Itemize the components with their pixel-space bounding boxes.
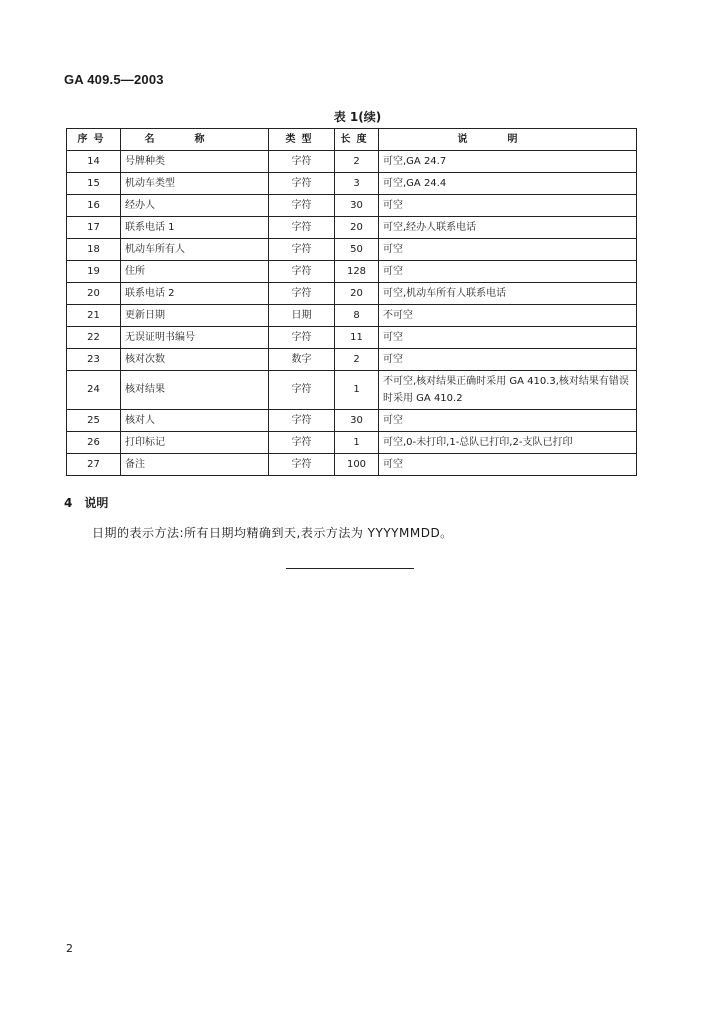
cell-length: 128 [335,261,379,283]
column-header-desc: 说明 [379,129,637,151]
cell-no: 16 [67,195,121,217]
cell-no: 20 [67,283,121,305]
cell-type: 字符 [269,327,335,349]
cell-desc: 不可空,核对结果正确时采用 GA 410.3,核对结果有错误时采用 GA 410.2 [379,371,637,410]
cell-length: 30 [335,195,379,217]
cell-desc: 可空 [379,454,637,476]
cell-name: 机动车所有人 [121,239,269,261]
cell-no: 17 [67,217,121,239]
cell-name: 备注 [121,454,269,476]
cell-type: 字符 [269,454,335,476]
cell-name: 住所 [121,261,269,283]
table-row [67,173,637,195]
cell-length: 20 [335,283,379,305]
cell-name: 核对结果 [121,371,269,410]
cell-no: 25 [67,410,121,432]
column-header-name: 名称 [121,129,269,151]
cell-name: 核对人 [121,410,269,432]
cell-type: 字符 [269,283,335,305]
section-number: 4 [64,496,73,510]
cell-no: 26 [67,432,121,454]
section-title: 说明 [84,496,109,510]
table-row [67,349,637,371]
table-row [67,305,637,327]
cell-type: 字符 [269,371,335,410]
table-row [67,261,637,283]
cell-type: 字符 [269,217,335,239]
cell-no: 24 [67,371,121,410]
table-row [67,283,637,305]
cell-type: 字符 [269,239,335,261]
cell-no: 23 [67,349,121,371]
column-header-type: 类型 [269,129,335,151]
table-row [67,327,637,349]
end-of-document-rule [286,568,414,569]
cell-no: 15 [67,173,121,195]
table-row [67,454,637,476]
cell-no: 27 [67,454,121,476]
table-row [67,217,637,239]
cell-desc: 可空 [379,349,637,371]
cell-type: 字符 [269,195,335,217]
column-header-length: 长度 [335,129,379,151]
table-row [67,432,637,454]
cell-type: 数字 [269,349,335,371]
cell-name: 打印标记 [121,432,269,454]
cell-type: 日期 [269,305,335,327]
cell-no: 19 [67,261,121,283]
cell-desc: 可空 [379,261,637,283]
cell-length: 1 [335,432,379,454]
cell-name: 联系电话 2 [121,283,269,305]
cell-length: 100 [335,454,379,476]
field-spec-table [66,128,637,476]
cell-length: 2 [335,349,379,371]
cell-name: 号牌种类 [121,151,269,173]
cell-type: 字符 [269,151,335,173]
cell-desc: 可空,GA 24.7 [379,151,637,173]
table-row [67,239,637,261]
cell-desc: 可空 [379,327,637,349]
cell-length: 2 [335,151,379,173]
table-row [67,151,637,173]
cell-name: 核对次数 [121,349,269,371]
cell-length: 50 [335,239,379,261]
table-row [67,371,637,410]
table-row [67,410,637,432]
cell-name: 更新日期 [121,305,269,327]
page-number: 2 [66,942,73,955]
cell-type: 字符 [269,432,335,454]
cell-desc: 可空,机动车所有人联系电话 [379,283,637,305]
cell-desc: 可空 [379,195,637,217]
cell-desc: 可空 [379,410,637,432]
cell-no: 22 [67,327,121,349]
cell-type: 字符 [269,173,335,195]
cell-desc: 不可空 [379,305,637,327]
cell-length: 3 [335,173,379,195]
cell-length: 11 [335,327,379,349]
table-caption: 表 1(续) [333,110,382,124]
cell-desc: 可空 [379,239,637,261]
cell-type: 字符 [269,261,335,283]
cell-no: 14 [67,151,121,173]
cell-desc: 可空,0-未打印,1-总队已打印,2-支队已打印 [379,432,637,454]
cell-name: 无误证明书编号 [121,327,269,349]
cell-length: 8 [335,305,379,327]
section-heading [64,494,108,511]
cell-type: 字符 [269,410,335,432]
cell-length: 20 [335,217,379,239]
table-row [67,195,637,217]
cell-length: 1 [335,371,379,410]
column-header-no: 序号 [67,129,121,151]
cell-desc: 可空,经办人联系电话 [379,217,637,239]
cell-no: 21 [67,305,121,327]
table-header-row [67,129,637,151]
standard-code: GA 409.5—2003 [64,72,164,87]
cell-no: 18 [67,239,121,261]
cell-name: 经办人 [121,195,269,217]
cell-name: 联系电话 1 [121,217,269,239]
cell-name: 机动车类型 [121,173,269,195]
cell-length: 30 [335,410,379,432]
section-paragraph: 日期的表示方法:所有日期均精确到天,表示方法为 YYYYMMDD。 [92,526,453,540]
cell-desc: 可空,GA 24.4 [379,173,637,195]
